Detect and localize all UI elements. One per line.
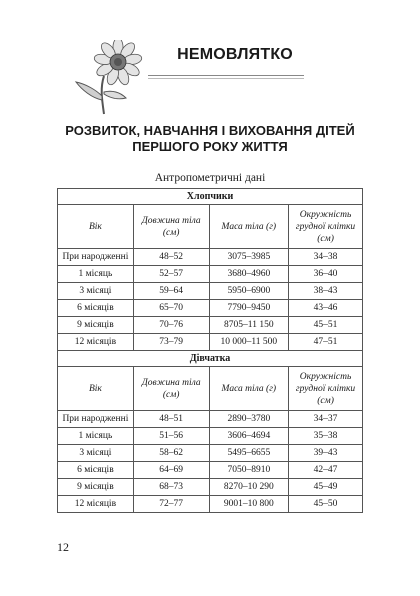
table-cell: 51–56: [133, 428, 209, 445]
table-cell: При народженні: [58, 249, 134, 266]
table-row: [58, 266, 363, 283]
table-cell: 43–46: [289, 300, 363, 317]
table-cell: 3075–3985: [209, 249, 289, 266]
table-caption: Антропометричні дані: [154, 172, 266, 184]
table-row: [58, 428, 363, 445]
table-cell: 9 місяців: [58, 317, 134, 334]
table-cell: При народженні: [58, 411, 134, 428]
table-cell: 58–62: [133, 445, 209, 462]
table-cell: 65–70: [133, 300, 209, 317]
table-cell: 1 місяць: [58, 428, 134, 445]
table-cell: 38–43: [289, 283, 363, 300]
table-cell: 70–76: [133, 317, 209, 334]
table-cell: 35–38: [289, 428, 363, 445]
chapter-title: НЕМОВЛЯТКО: [177, 46, 293, 63]
column-header: Маса тіла (г): [209, 205, 289, 249]
table-cell: 45–49: [289, 479, 363, 496]
table-cell: 8270–10 290: [209, 479, 289, 496]
table-cell: 34–38: [289, 249, 363, 266]
table-cell: 45–50: [289, 496, 363, 513]
table-cell: 48–51: [133, 411, 209, 428]
table-header-row: [58, 205, 363, 249]
table-cell: 47–51: [289, 334, 363, 351]
section-heading: [60, 123, 360, 155]
table-cell: 48–52: [133, 249, 209, 266]
table-cell: 3 місяці: [58, 283, 134, 300]
table-row: [58, 462, 363, 479]
table-cell: 7790–9450: [209, 300, 289, 317]
table-cell: 73–79: [133, 334, 209, 351]
column-header: Окружність грудної клітки (см): [289, 367, 363, 411]
table-cell: 36–40: [289, 266, 363, 283]
table-cell: 9001–10 800: [209, 496, 289, 513]
table-cell: 6 місяців: [58, 300, 134, 317]
table-row: [58, 496, 363, 513]
table-cell: 34–37: [289, 411, 363, 428]
column-header: Вік: [58, 205, 134, 249]
table-row: [58, 445, 363, 462]
table-cell: 39–43: [289, 445, 363, 462]
table-cell: 5950–6900: [209, 283, 289, 300]
table-cell: 9 місяців: [58, 479, 134, 496]
table-group-row: [58, 351, 363, 367]
table-cell: 68–73: [133, 479, 209, 496]
table-cell: 42–47: [289, 462, 363, 479]
table-cell: 6 місяців: [58, 462, 134, 479]
table-cell: 2890–3780: [209, 411, 289, 428]
table-cell: 64–69: [133, 462, 209, 479]
table-row: [58, 300, 363, 317]
section-heading-line2: ПЕРШОГО РОКУ ЖИТТЯ: [132, 139, 288, 154]
table-row: [58, 249, 363, 266]
table-row: [58, 283, 363, 300]
table-header-row: [58, 367, 363, 411]
section-heading-line1: РОЗВИТОК, НАВЧАННЯ І ВИХОВАННЯ ДІТЕЙ: [65, 123, 355, 138]
anthropometric-table: [57, 188, 363, 513]
column-header: Довжина тіла (см): [133, 367, 209, 411]
table-row: [58, 334, 363, 351]
column-header: Окружність грудної клітки (см): [289, 205, 363, 249]
table-cell: 5495–6655: [209, 445, 289, 462]
table-cell: 3606–4694: [209, 428, 289, 445]
page-number: 12: [57, 540, 69, 554]
table-row: [58, 411, 363, 428]
table-cell: 7050–8910: [209, 462, 289, 479]
table-row: [58, 317, 363, 334]
table-cell: 52–57: [133, 266, 209, 283]
title-underline: [148, 75, 304, 76]
table-cell: 10 000–11 500: [209, 334, 289, 351]
table-cell: 3680–4960: [209, 266, 289, 283]
table-cell: 8705–11 150: [209, 317, 289, 334]
table-cell: 3 місяці: [58, 445, 134, 462]
table-group-row: [58, 189, 363, 205]
column-header: Маса тіла (г): [209, 367, 289, 411]
table-cell: 59–64: [133, 283, 209, 300]
table-group-title: Хлопчики: [58, 189, 363, 205]
column-header: Вік: [58, 367, 134, 411]
table-group-title: Дівчатка: [58, 351, 363, 367]
sunflower-icon: [74, 40, 148, 116]
table-cell: 45–51: [289, 317, 363, 334]
table-cell: 12 місяців: [58, 334, 134, 351]
table-cell: 72–77: [133, 496, 209, 513]
table-cell: 12 місяців: [58, 496, 134, 513]
table-row: [58, 479, 363, 496]
table-cell: 1 місяць: [58, 266, 134, 283]
column-header: Довжина тіла (см): [133, 205, 209, 249]
title-underline-secondary: [148, 78, 304, 79]
